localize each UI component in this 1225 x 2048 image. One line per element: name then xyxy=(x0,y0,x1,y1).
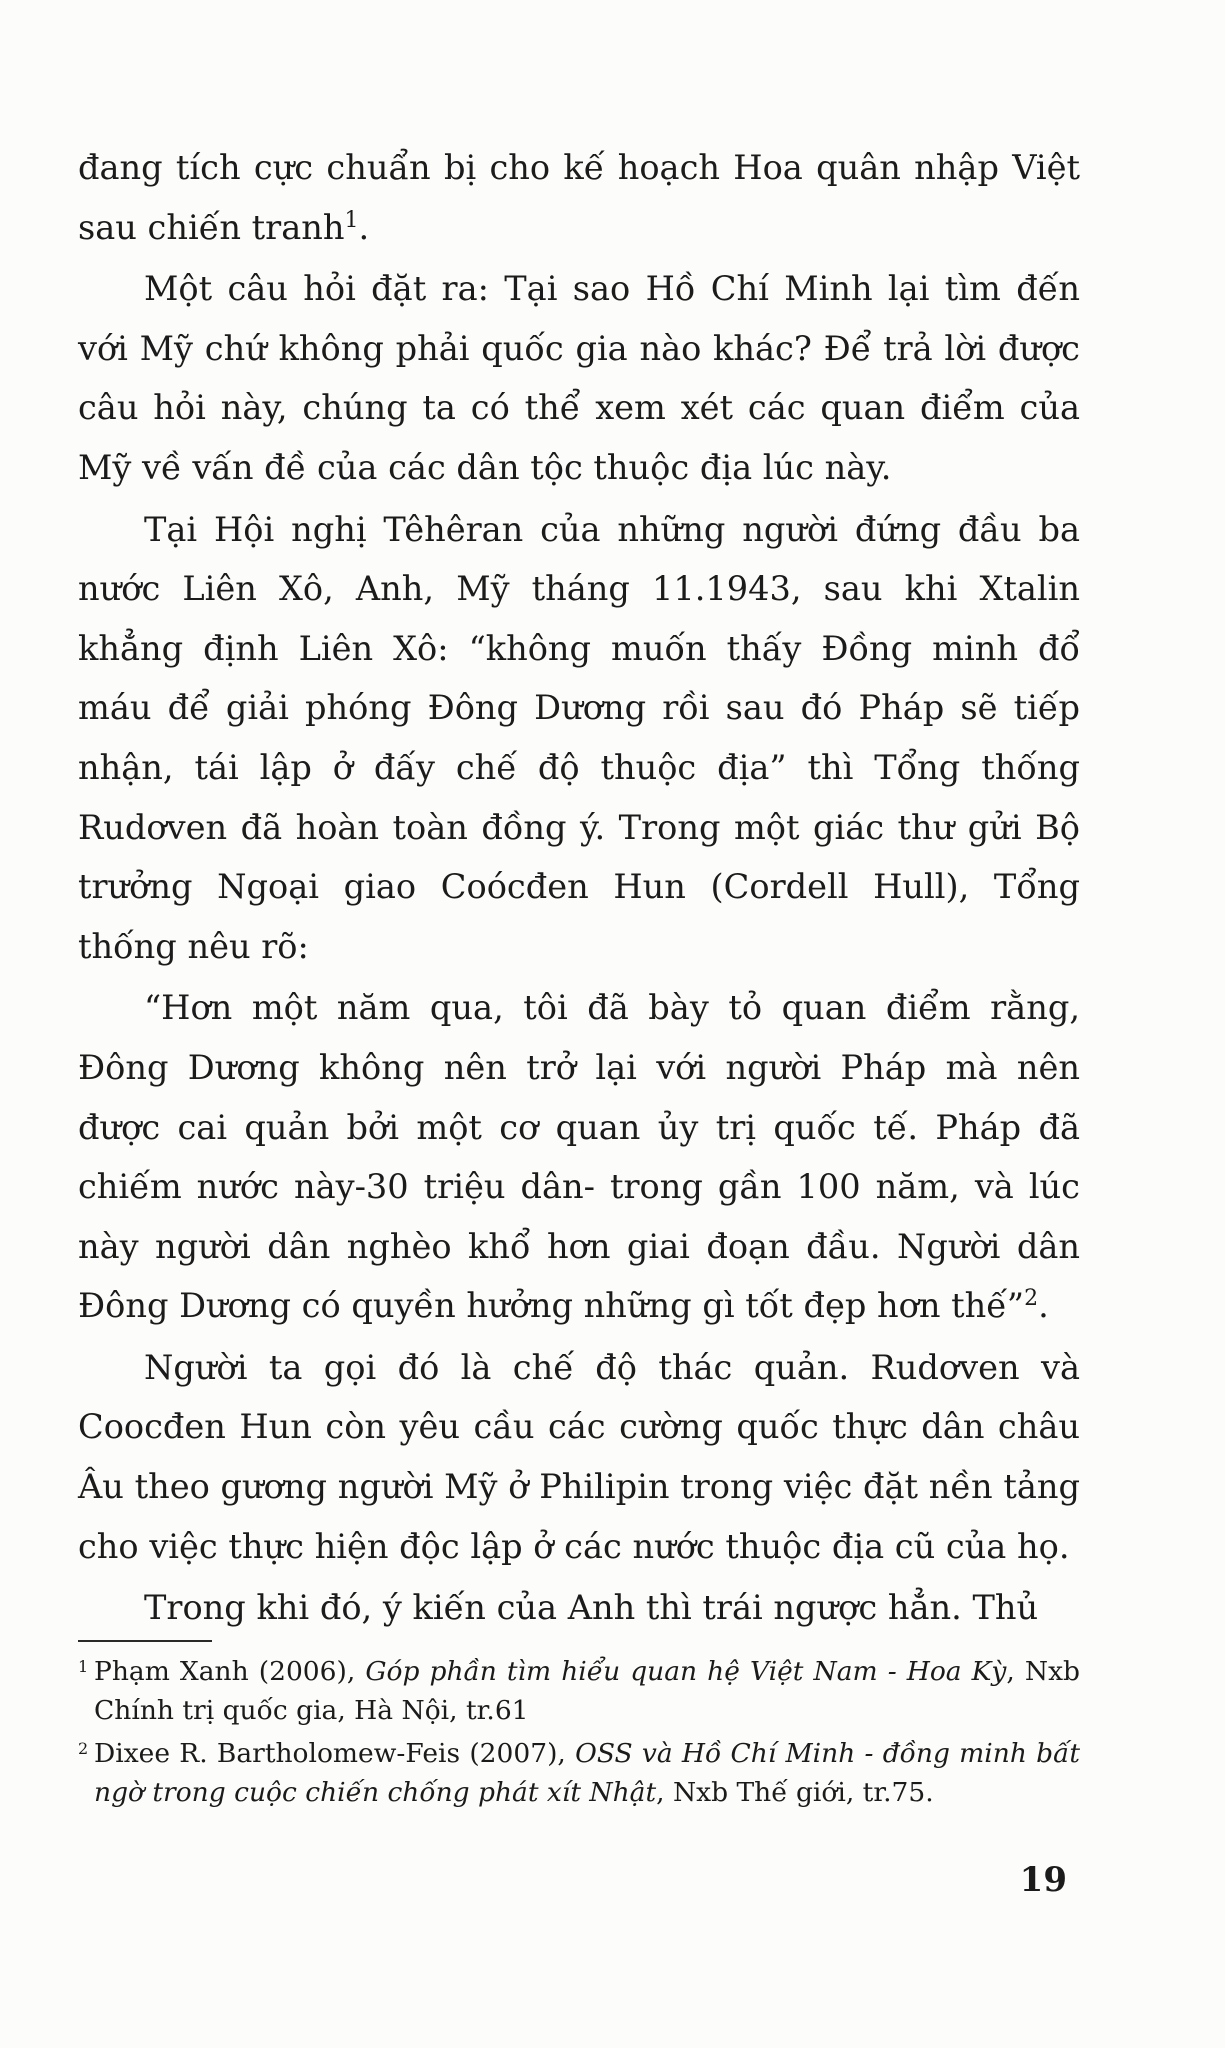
paragraph xyxy=(78,259,1080,497)
footnote-divider xyxy=(78,1640,212,1642)
footnotes xyxy=(78,1652,1080,1816)
footnote-body xyxy=(94,1652,1080,1730)
paragraph-text: Một câu hỏi đặt ra: Tại sao Hồ Chí Minh lại tìm đến với Mỹ chứ không phải quốc gia nào khác? Để trả lời được câu hỏi này, chúng ta có thể xem xét các quan điểm của Mỹ về vấn đề của các dân tộc thuộc địa lúc này. xyxy=(78,269,1080,487)
paragraph-text: Người ta gọi đó là chế độ thác quản. Rudơven và Coocđen Hun còn yêu cầu các cường quốc thực dân châu Âu theo gương người Mỹ ở Philipin trong việc đặt nền tảng cho việc thực hiện độc lập ở các nước thuộc địa cũ của họ. xyxy=(78,1347,1080,1566)
paragraph-text: “Hơn một năm qua, tôi đã bày tỏ quan điểm rằng, Đông Dương không nên trở lại với người Pháp mà nên được cai quản bởi một cơ quan ủy trị quốc tế. Pháp đã chiếm nước này-30 triệu dân- trong gần 100 năm, và lúc này người dân nghèo khổ hơn giai đoạn đầu. Người dân Đông Dương có quyền hưởng những gì tốt đẹp hơn thế” xyxy=(78,988,1080,1326)
paragraph-text: Tại Hội nghị Têhêran của những người đứng đầu ba nước Liên Xô, Anh, Mỹ tháng 11.1943, sau khi Xtalin khẳng định Liên Xô: “không muốn thấy Đồng minh đổ máu để giải phóng Đông Dương rồi sau đó Pháp sẽ tiếp nhận, tái lập ở đấy chế độ thuộc địa” thì Tổng thống Rudơven đã hoàn toàn đồng ý. Trong một giác thư gửi Bộ trưởng Ngoại giao Coócđen Hun (Cordell Hull), Tổng thống nêu rõ: xyxy=(78,509,1080,966)
footnote-author: Phạm Xanh (2006), xyxy=(94,1656,366,1687)
page-number: 19 xyxy=(1019,1860,1067,1900)
paragraph-text: đang tích cực chuẩn bị cho kế hoạch Hoa quân nhập Việt sau chiến tranh xyxy=(78,148,1080,247)
footnote-reference: 1 xyxy=(344,207,359,233)
footnote-body xyxy=(94,1734,1080,1812)
footnote-publisher: , Nxb Thế giới, tr.75. xyxy=(656,1777,934,1808)
footnote-author: Dixee R. Bartholomew-Feis (2007), xyxy=(94,1738,576,1769)
footnote-title: Góp phần tìm hiểu quan hệ Việt Nam - Hoa Kỳ xyxy=(365,1656,1007,1687)
paragraph xyxy=(78,138,1080,257)
footnote-mark: 1 xyxy=(78,1657,89,1676)
paragraph-tail: . xyxy=(1038,1286,1049,1326)
paragraph xyxy=(78,1578,1080,1638)
paragraph xyxy=(78,1338,1080,1576)
body-text xyxy=(78,138,1080,1640)
paragraph-text: Trong khi đó, ý kiến của Anh thì trái ngược hẳn. Thủ xyxy=(144,1588,1039,1628)
footnote-mark: 2 xyxy=(78,1739,89,1758)
footnote xyxy=(78,1652,1080,1730)
footnote xyxy=(78,1734,1080,1812)
paragraph xyxy=(78,500,1080,977)
paragraph-tail: . xyxy=(358,207,370,247)
footnote-reference: 2 xyxy=(1024,1286,1039,1312)
quote-paragraph xyxy=(78,978,1080,1336)
footnote-title: OSS và Hồ Chí Minh - đồng minh bất ngờ trong cuộc chiến chống phát xít Nhật xyxy=(94,1738,1080,1808)
footnote-publisher: , Nxb Chính trị quốc gia, Hà Nội, tr.61 xyxy=(94,1656,1081,1726)
